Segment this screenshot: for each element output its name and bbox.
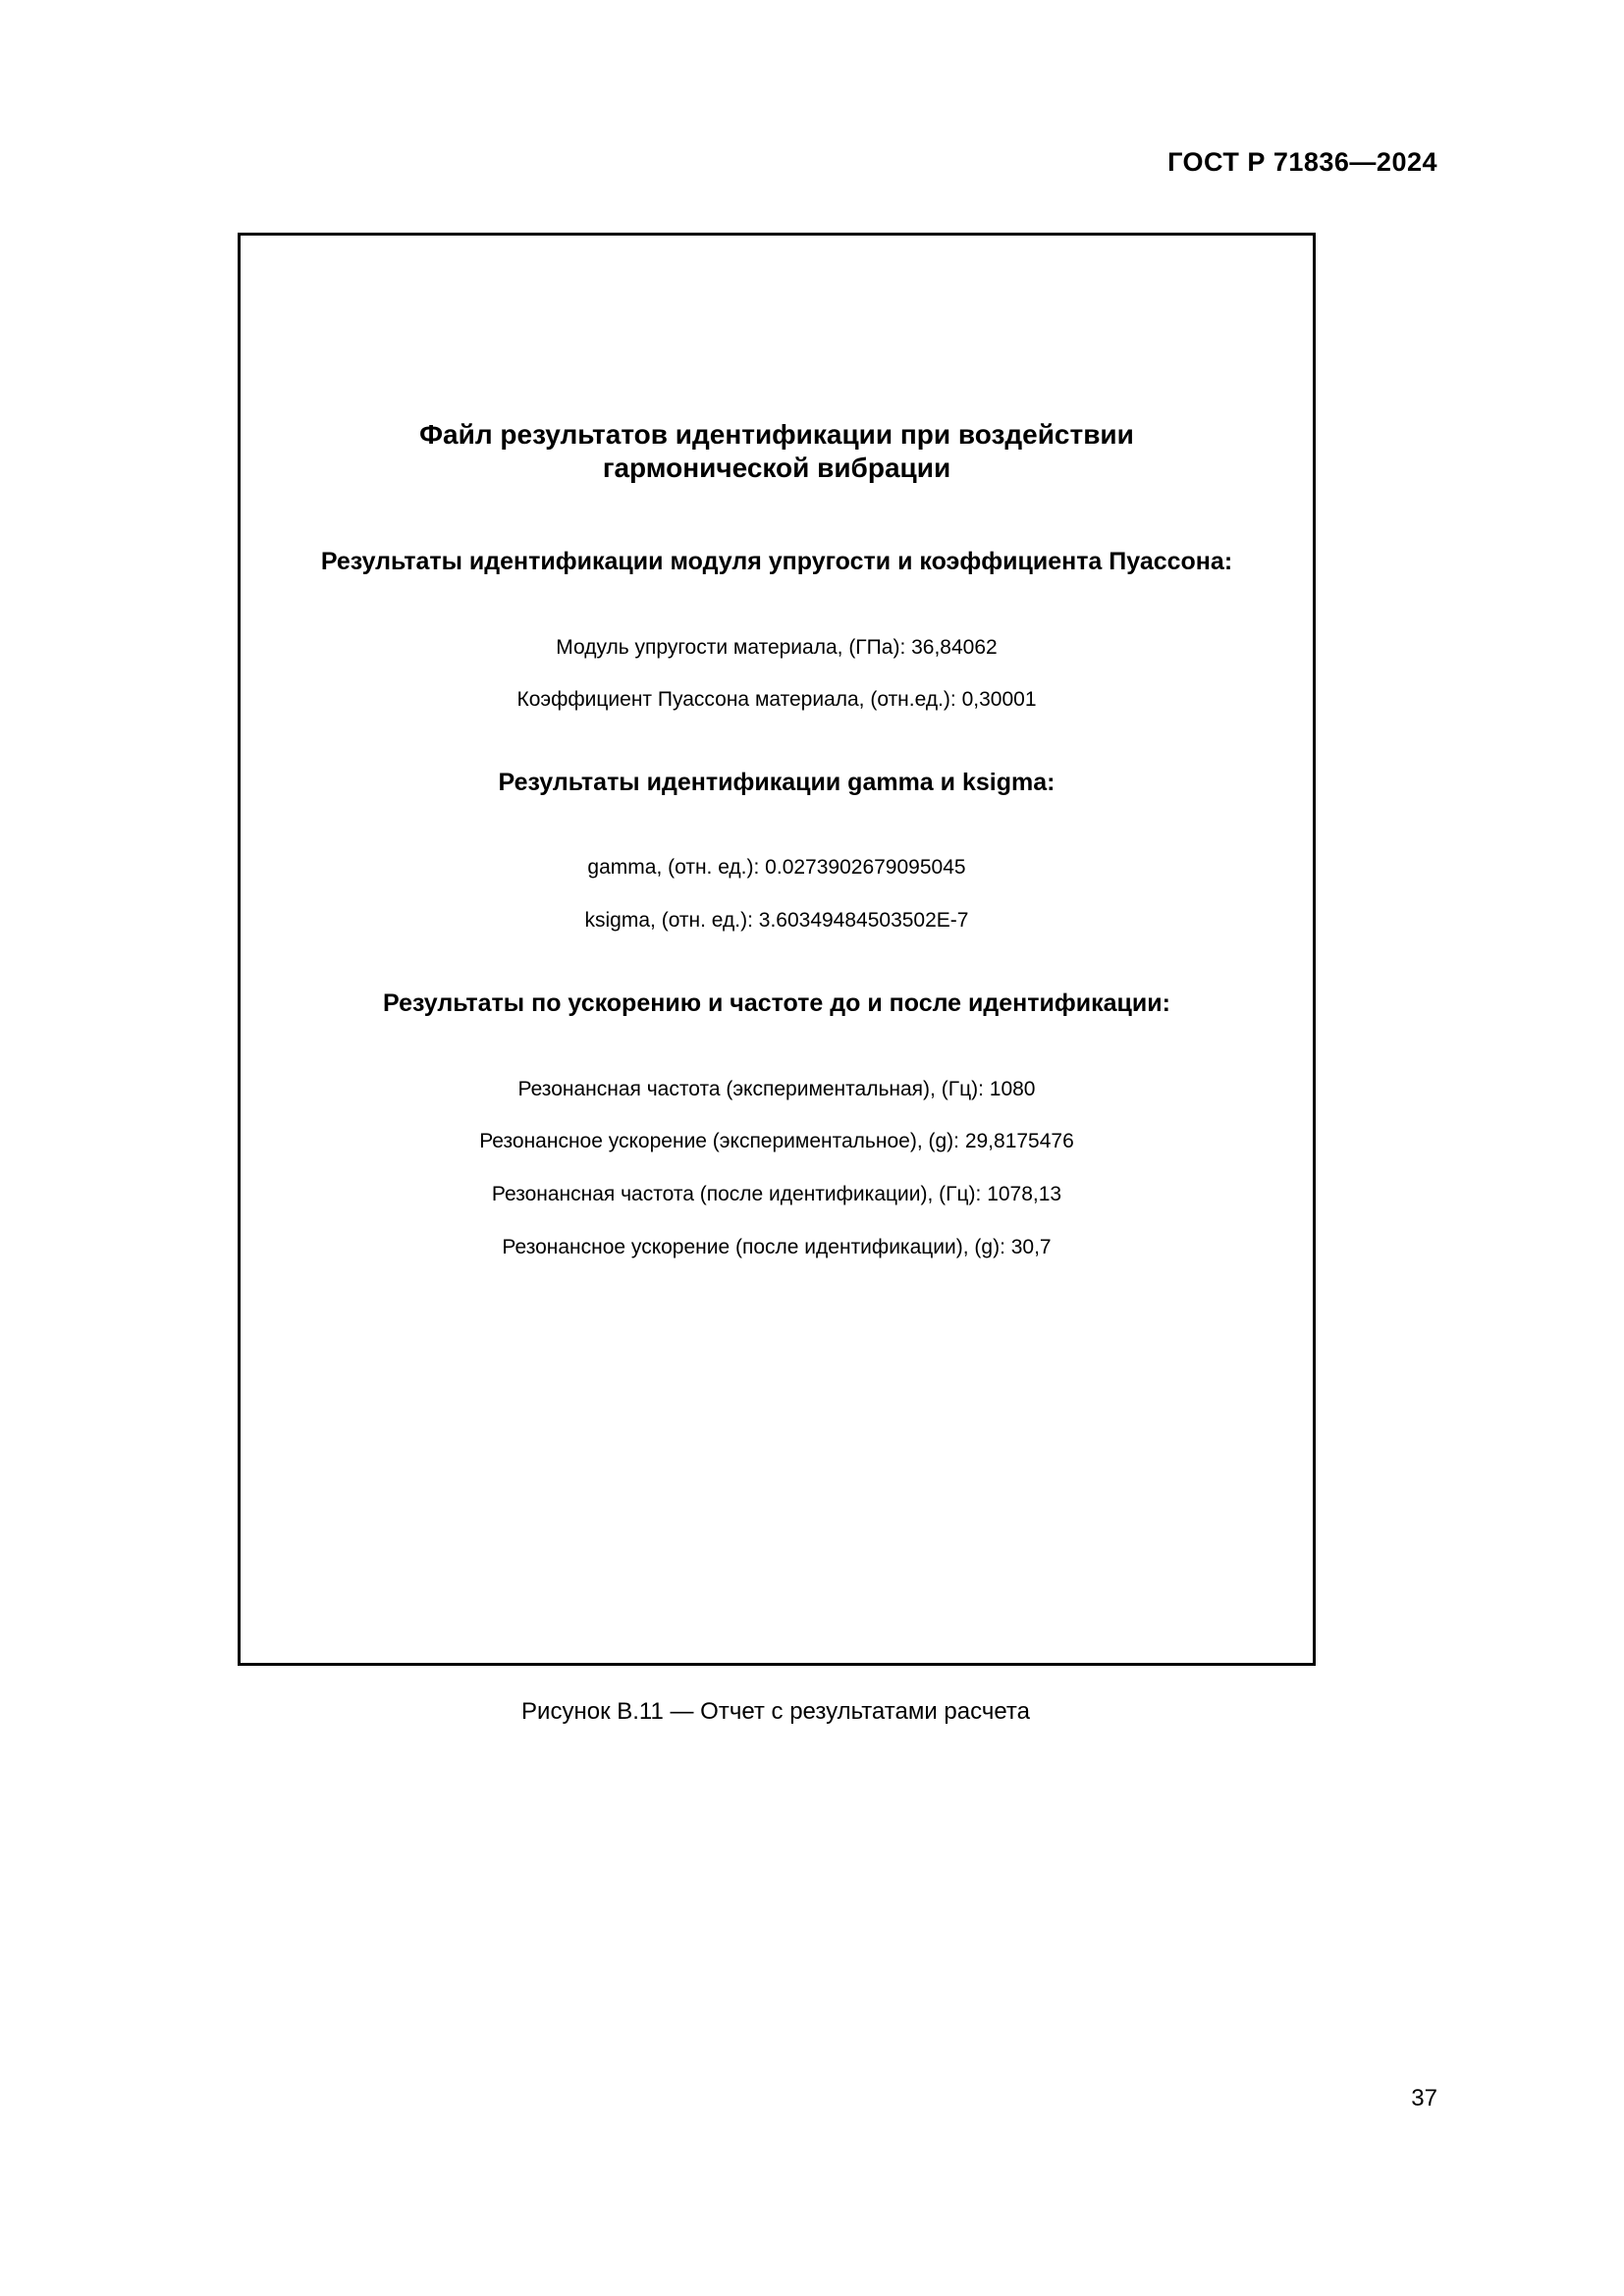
section-heading-acceleration-frequency: Результаты по ускорению и частоте до и после идентификации: — [383, 989, 1170, 1017]
elastic-modulus-line: Модуль упругости материала, (ГПа): 36,84062 — [556, 636, 998, 659]
report-title — [241, 418, 1313, 485]
page-number: 37 — [1411, 2085, 1437, 2111]
report-title-line-1: Файл результатов идентификации при воздействии — [419, 419, 1134, 450]
resonant-frequency-experimental-line: Резонансная частота (экспериментальная), (Гц): 1080 — [517, 1078, 1036, 1100]
section-heading-elasticity: Результаты идентификации модуля упругости и коэффициента Пуассона: — [320, 548, 1233, 575]
figure-caption: Рисунок В.11 — Отчет с результатами расчета — [521, 1698, 1030, 1725]
resonant-acceleration-identified-line: Резонансное ускорение (после идентификации), (g): 30,7 — [502, 1236, 1052, 1258]
resonant-acceleration-experimental-line: Резонансное ускорение (экспериментальное), (g): 29,8175476 — [479, 1130, 1074, 1152]
report-title-line-2: гармонической вибрации — [602, 453, 951, 483]
poisson-ratio-line: Коэффициент Пуассона материала, (отн.ед.): 0,30001 — [516, 688, 1037, 711]
section-heading-gamma-ksigma: Результаты идентификации gamma и ksigma: — [498, 769, 1056, 796]
figure-frame — [238, 233, 1316, 1666]
ksigma-line: ksigma, (отн. ед.): 3.60349484503502E-7 — [584, 909, 969, 932]
document-code: ГОСТ Р 71836—2024 — [1167, 147, 1437, 177]
gamma-line: gamma, (отн. ед.): 0.0273902679095045 — [587, 856, 966, 879]
resonant-frequency-identified-line: Резонансная частота (после идентификации), (Гц): 1078,13 — [491, 1183, 1062, 1205]
